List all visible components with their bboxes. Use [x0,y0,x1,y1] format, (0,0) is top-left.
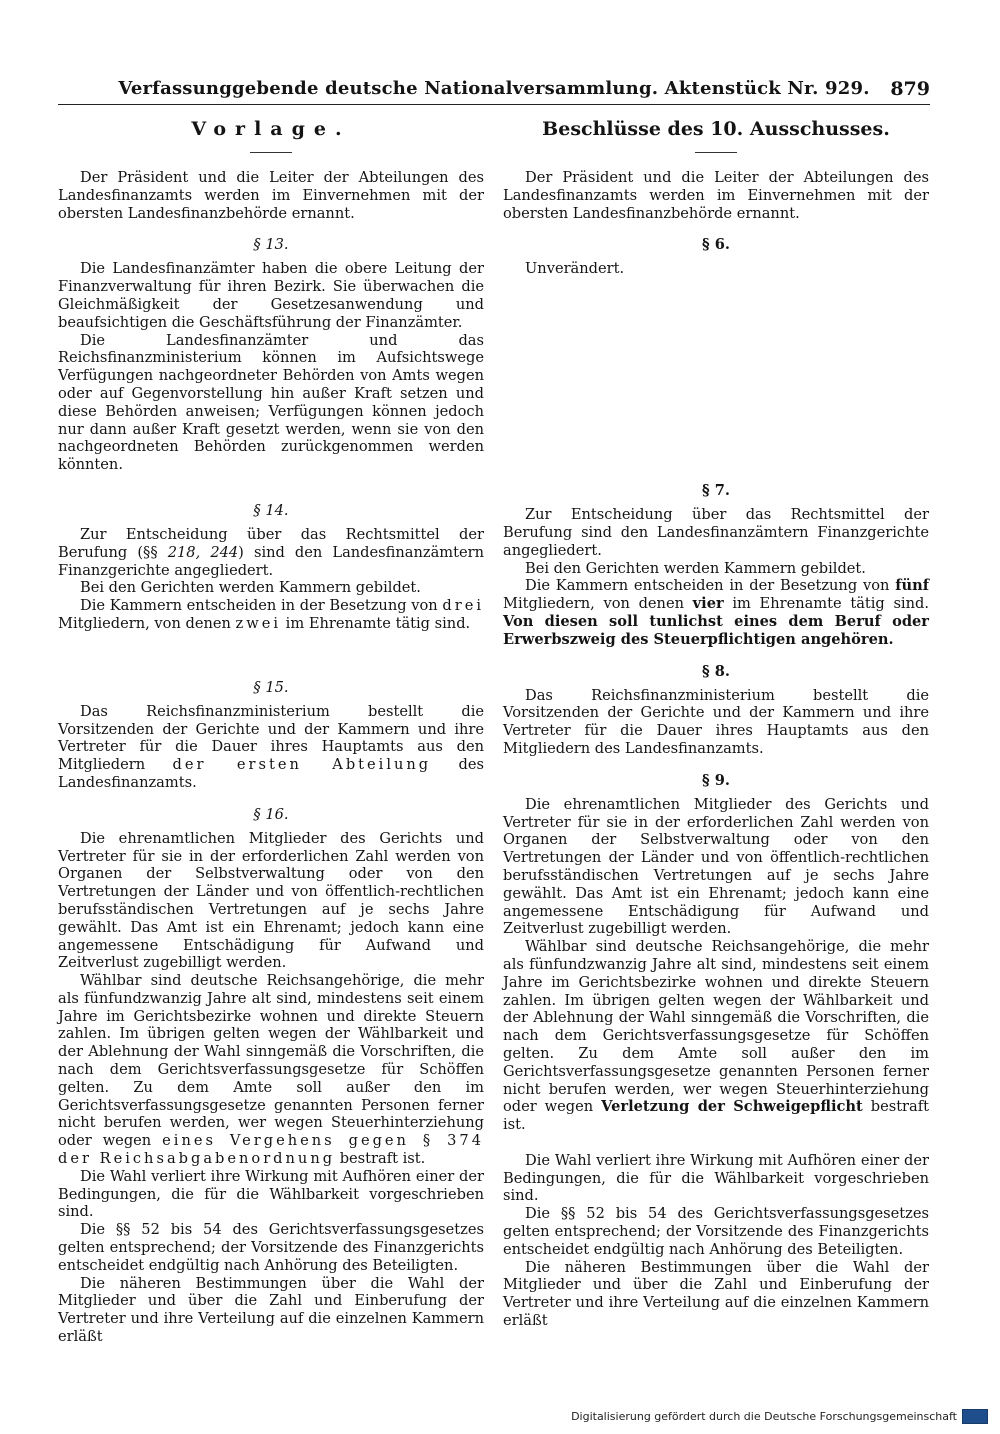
section-heading-6: § 6. [702,236,730,254]
paragraph: Die Landesfinanzämter und das Reichsfinanzministerium können im Aufsichtswege Verfügungen nachgeordneter Behörden von Amts wegen oder auf Gegenvorstellung hin außer Kraft setzen und diese Behörden anweisen; Verfügungen können jedoch nur dann außer Kraft gesetzt werden, wenn sie von den nachgeordneten Behörden zurückgenommen werden könnten. [58,331,484,474]
dfg-logo-icon [962,1409,988,1424]
paragraph: Die Landesfinanzämter haben die obere Leitung der Finanzverwaltung für ihren Bezirk. Sie überwachen die Gleichmäßigkeit der Gesetzesanwendung und beaufsichtigen die Geschäftsführung der Finanzämter. [58,260,484,331]
paragraph: Die Kammern entscheiden in der Besetzung von fünf Mitgliedern, von denen vier im Ehrenamte tätig sind. Von diesen soll tunlichst eines dem Beruf oder Erwerbszweig des Steuerpflichtigen angehören. [503,577,929,648]
section-heading-7: § 7. [702,482,730,500]
column-beschluesse [503,118,929,1330]
header-title: Verfassunggebende deutsche Nationalversammlung. Aktenstück Nr. 929. [118,78,870,99]
paragraph: Die Kammern entscheiden in der Besetzung von drei Mitgliedern, von denen zwei im Ehrenamte tätig sind. [58,597,484,632]
paragraph: Unverändert. [525,260,625,278]
section-heading-13: § 13. [253,236,289,254]
intro-paragraph: Der Präsident und die Leiter der Abteilungen des Landesfinanzamts werden im Einvernehmen mit der obersten Landesfinanzbehörde ernannt. [58,169,484,222]
section-heading-9: § 9. [702,771,730,789]
paragraph: Die ehrenamtlichen Mitglieder des Gerichts und Vertreter für sie in der erforderlichen Zahl werden von Organen der Selbstverwaltung oder von den Vertretungen der Länder und von öffentlich-rechtlichen berufsständischen Vertretungen auf je sechs Jahre gewählt. Das Amt ist ein Ehrenamt; jedoch kann eine angemessene Entschädigung für Aufwand und Zeitverlust zugebilligt werden. [58,829,484,972]
paragraph: Die §§ 52 bis 54 des Gerichtsverfassungsgesetzes gelten entsprechend; der Vorsitzende des Finanzgerichts entscheidet endgültig nach Anhörung des Beteiligten. [503,1205,929,1258]
page-number: 879 [890,78,930,100]
paragraph: Die §§ 52 bis 54 des Gerichtsverfassungsgesetzes gelten entsprechend; der Vorsitzende des Finanzgerichts entscheidet endgültig nach Anhörung des Beteiligten. [58,1221,484,1274]
column-vorlage [58,118,484,1346]
paragraph: Wählbar sind deutsche Reichsangehörige, die mehr als fünfundzwanzig Jahre alt sind, mindestens seit einem Jahre im Gerichtsbezirke wohnen und direkte Steuern zahlen. Im übrigen gelten wegen der Wählbarkeit und der Ablehnung der Wahl sinngemäß die Vorschriften, die nach dem Gerichtsverfassungsgesetze für Schöffen gelten. Zu dem Amte soll außer den im Gerichtsverfassungsgesetze genannten Personen ferner nicht berufen werden, wer wegen Steuerhinterziehung oder wegen Verletzung der Schweigepflicht bestraft ist. [503,938,930,1134]
digitization-footer [571,1409,988,1424]
paragraph: Die Wahl verliert ihre Wirkung mit Aufhören einer der Bedingungen, die für die Wählbarkeit vorgeschrieben sind. [58,1167,484,1221]
paragraph: Die näheren Bestimmungen über die Wahl der Mitglieder und über die Zahl und Einberufung der Vertreter und ihre Verteilung auf die einzelnen Kammern erläßt [503,1258,929,1330]
paragraph: Zur Entscheidung über das Rechtsmittel der Berufung (§§ 218, 244) sind den Landesfinanzämtern Finanzgerichte angegliedert. [58,525,484,579]
section-heading-15: § 15. [253,678,289,696]
paragraph: Bei den Gerichten werden Kammern gebildet. [80,579,421,597]
section-heading-16: § 16. [253,805,289,823]
heading-rule [250,152,292,153]
heading-rule [695,152,737,153]
section-heading-8: § 8. [702,662,730,680]
header-rule [58,104,930,105]
intro-paragraph: Der Präsident und die Leiter der Abteilungen des Landesfinanzamts werden im Einvernehmen mit der obersten Landesfinanzbehörde ernannt. [503,169,929,222]
paragraph: Das Reichsfinanzministerium bestellt die Vorsitzenden der Gerichte und der Kammern und ihre Vertreter für die Dauer ihres Hauptamts aus den Mitgliedern des Landesfinanzamts. [503,686,929,757]
column-heading-vorlage: Vorlage. [191,118,351,140]
paragraph: Wählbar sind deutsche Reichsangehörige, die mehr als fünfundzwanzig Jahre alt sind, mindestens seit einem Jahre im Gerichtsbezirke wohnen und direkte Steuern zahlen. Im übrigen gelten wegen der Wählbarkeit und der Ablehnung der Wahl sinngemäß die Vorschriften, die nach dem Gerichtsverfassungsgesetze für Schöffen gelten. Zu dem Amte soll außer den im Gerichtsverfassungsgesetze genannten Personen ferner nicht berufen werden, wer wegen Steuerhinterziehung oder wegen eines Vergehens gegen § 374 der Reichsabgabenordnung bestraft ist. [58,972,485,1168]
paragraph: Die Wahl verliert ihre Wirkung mit Aufhören einer der Bedingungen, die für die Wählbarkeit vorgeschrieben sind. [503,1151,929,1205]
section-heading-14: § 14. [253,501,289,519]
paragraph: Die näheren Bestimmungen über die Wahl der Mitglieder und über die Zahl und Einberufung der Vertreter und ihre Verteilung auf die einzelnen Kammern erläßt [58,1274,484,1346]
paragraph: Das Reichsfinanzministerium bestellt die Vorsitzenden der Gerichte und der Kammern und ihre Vertreter für die Dauer ihres Hauptamts aus den Mitgliedern der ersten Abteilung des Landesfinanzamts. [58,702,485,791]
running-header [58,78,930,102]
paragraph: Zur Entscheidung über das Rechtsmittel der Berufung sind den Landesfinanzämtern Finanzgerichte angegliedert. [503,506,929,559]
paragraph: Die ehrenamtlichen Mitglieder des Gerichts und Vertreter für sie in der erforderlichen Zahl werden von Organen der Selbstverwaltung oder von den Vertretungen der Länder und von öffentlich-rechtlichen berufsständischen Vertretungen auf je sechs Jahre gewählt. Das Amt ist ein Ehrenamt; jedoch kann eine angemessene Entschädigung für Aufwand und Zeitverlust zugebilligt werden. [503,795,929,938]
column-heading-beschluesse: Beschlüsse des 10. Ausschusses. [542,118,890,140]
paragraph: Bei den Gerichten werden Kammern gebildet. [525,559,866,577]
footer-note: Digitalisierung gefördert durch die Deutsche Forschungsgemeinschaft [571,1410,957,1423]
